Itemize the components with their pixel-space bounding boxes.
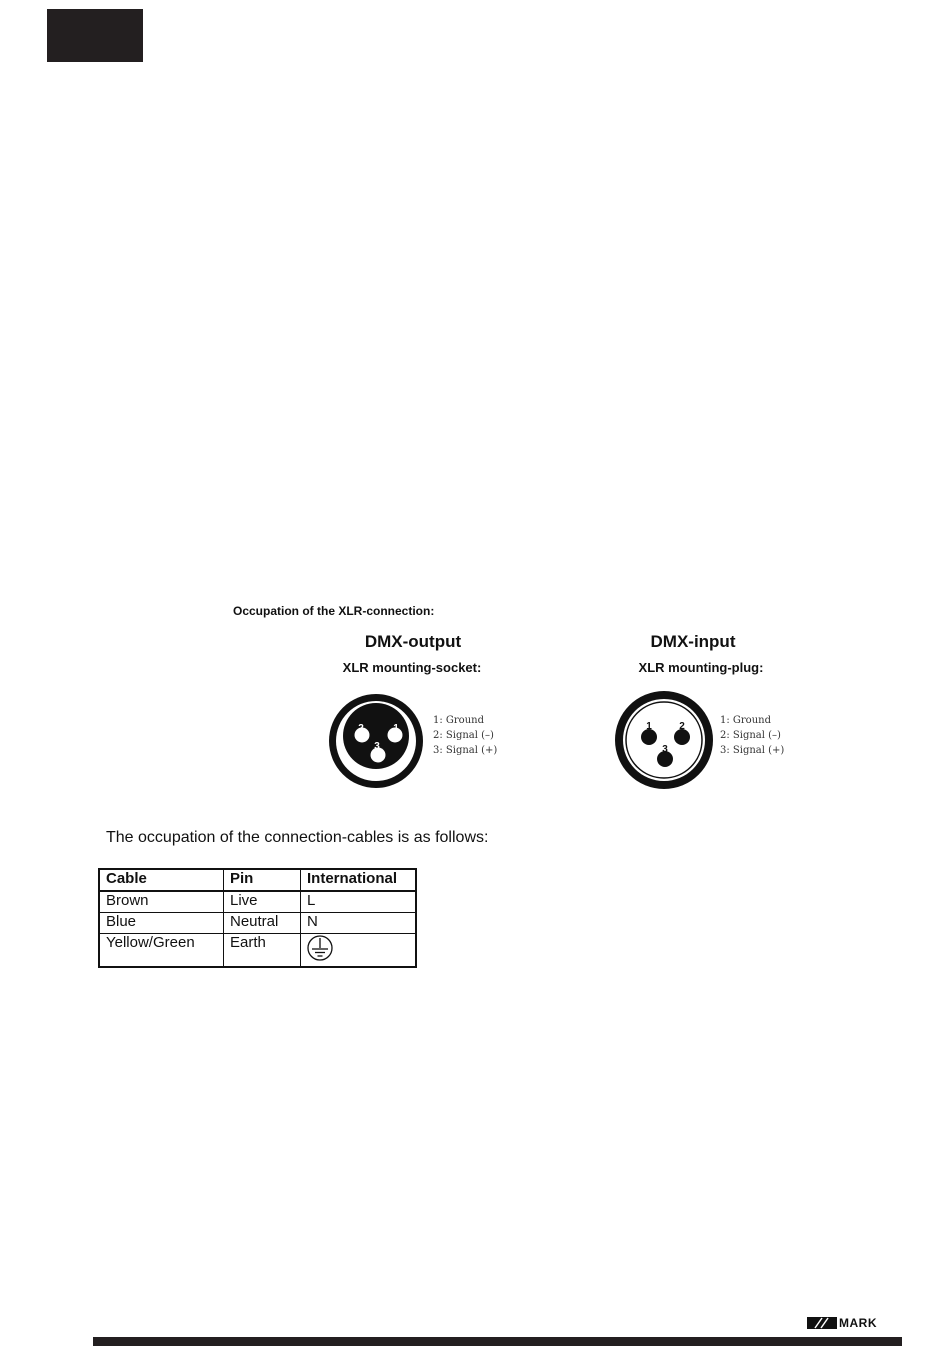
svg-text:2: 2 [679,721,685,732]
footer-rule [93,1337,902,1346]
dmx-output-subtitle: XLR mounting-socket: [342,660,482,675]
table-cell: Earth [224,934,301,968]
svg-text:3: 3 [374,741,380,752]
table-cell: Yellow/Green [99,934,224,968]
table-cell: Neutral [224,913,301,934]
svg-text:1: 1 [393,723,399,734]
pin-legend-line: 2: Signal (–) [433,730,494,741]
table-header-row [99,869,416,891]
table-header-cell: International [301,869,417,891]
svg-text:1: 1 [646,721,652,732]
table-header-cell: Cable [99,869,224,891]
xlr-plug-icon [613,689,715,791]
table-row [99,891,416,913]
brand-logo [807,1316,877,1330]
brand-logo-text: MARK [839,1316,877,1330]
dmx-output-title: DMX-output [364,632,462,651]
pin-legend-line: 1: Ground [433,715,484,726]
table-cell: N [301,913,417,934]
dmx-output-pin-legend [433,713,497,758]
svg-text:2: 2 [358,723,364,734]
dmx-input-subtitle: XLR mounting-plug: [638,660,764,675]
earth-ground-icon [307,934,333,962]
page-corner-tab [47,9,143,62]
svg-text:3: 3 [662,744,668,755]
xlr-socket-icon [326,692,426,792]
table-row [99,913,416,934]
table-row [99,934,416,968]
pin-legend-line: 2: Signal (–) [720,730,781,741]
cables-table [98,868,417,968]
table-cell: Live [224,891,301,913]
dmx-input-pin-legend [720,713,784,758]
cables-intro: The occupation of the connection-cables is as follows: [106,829,489,846]
table-cell: L [301,891,417,913]
table-cell [301,934,417,968]
dmx-input-title: DMX-input [650,632,736,651]
table-cell: Brown [99,891,224,913]
mark-logo-icon [807,1317,837,1329]
xlr-caption: Occupation of the XLR-connection: [233,604,435,618]
table-cell: Blue [99,913,224,934]
table-header-cell: Pin [224,869,301,891]
pin-legend-line: 1: Ground [720,715,771,726]
pin-legend-line: 3: Signal (+) [433,745,498,756]
pin-legend-line: 3: Signal (+) [720,745,785,756]
